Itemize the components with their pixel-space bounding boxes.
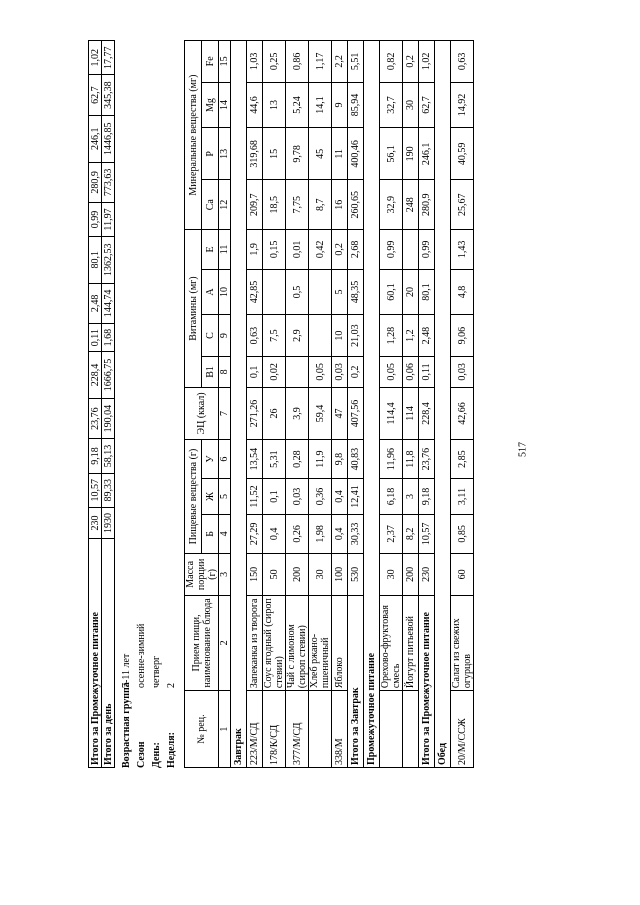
summary-value: 1930 xyxy=(102,507,115,538)
summary-row xyxy=(89,41,102,768)
total-value: 21,03 xyxy=(348,315,364,357)
table-cell: 11 xyxy=(332,128,348,180)
dish-name: Яблоко xyxy=(332,595,348,691)
table-cell: 223/М/СД xyxy=(247,691,263,768)
total-value: 2,48 xyxy=(419,315,435,357)
total-label: Итого за Промежуточное питание xyxy=(419,595,435,767)
summary-value: 190,04 xyxy=(102,398,115,438)
table-cell: 47 xyxy=(332,387,348,439)
info-block xyxy=(121,38,181,768)
table-cell: 10 xyxy=(332,315,348,357)
header-number: 4 xyxy=(219,514,231,553)
table-cell: 0,82 xyxy=(380,41,403,83)
summary-value: 1446,85 xyxy=(102,115,115,162)
week-label: Неделя: xyxy=(166,732,177,768)
section-title-row xyxy=(231,41,247,768)
table-cell xyxy=(309,269,332,315)
table-cell: 200 xyxy=(403,554,419,596)
summary-value: 11,97 xyxy=(102,203,115,237)
table-cell: 0,1 xyxy=(263,479,286,514)
table-row xyxy=(286,41,309,768)
table-cell: 0,36 xyxy=(309,479,332,514)
total-value: 230 xyxy=(419,554,435,596)
table-cell: 1,17 xyxy=(309,41,332,83)
header-sub: Fe xyxy=(202,41,219,83)
table-cell: 1,28 xyxy=(380,315,403,357)
table-cell: 2,9 xyxy=(286,315,309,357)
table-cell: 9,8 xyxy=(332,439,348,478)
table-cell: 42,85 xyxy=(247,269,263,315)
table-cell: 26 xyxy=(263,387,286,439)
summary-value: 1666,75 xyxy=(102,352,115,399)
header-rec: № рец. xyxy=(185,691,219,768)
table-cell: 0,03 xyxy=(286,479,309,514)
table-cell: 0,4 xyxy=(263,514,286,553)
table-cell xyxy=(309,691,332,768)
table-cell: 9,06 xyxy=(451,315,474,357)
table-row xyxy=(263,41,286,768)
table-cell: 9 xyxy=(332,82,348,128)
table-cell: 0,5 xyxy=(286,269,309,315)
header-sub: У xyxy=(202,439,219,478)
table-cell: 20 xyxy=(403,269,419,315)
table-cell: 248 xyxy=(403,180,419,230)
table-cell: 150 xyxy=(247,554,263,596)
page-number: 517 xyxy=(517,442,529,457)
summary-value: 773,63 xyxy=(102,162,115,202)
table-cell: 50 xyxy=(263,554,286,596)
header-sub: P xyxy=(202,128,219,180)
dish-name: Чай с лимоном (сироп стевии) xyxy=(286,595,309,691)
summary-value: 62,7 xyxy=(89,75,102,115)
table-cell: 32,7 xyxy=(380,82,403,128)
table-cell: 8,7 xyxy=(309,180,332,230)
summary-value: 80,1 xyxy=(89,236,102,283)
table-cell: 9,78 xyxy=(286,128,309,180)
header-number: 12 xyxy=(219,180,231,230)
table-cell: 0,99 xyxy=(380,230,403,270)
rotated-page xyxy=(88,38,538,768)
table-cell xyxy=(286,356,309,387)
table-cell: 11,52 xyxy=(247,479,263,514)
table-cell: 11,8 xyxy=(403,439,419,478)
table-cell: 16 xyxy=(332,180,348,230)
age-value: 7-11 лет xyxy=(121,653,132,688)
dish-name: Орехово-фруктовая смесь xyxy=(380,595,403,691)
header-dish: Прием пищи, наименование блюда xyxy=(185,595,219,691)
header-number: 13 xyxy=(219,128,231,180)
summary-table xyxy=(88,40,115,768)
table-cell: 60 xyxy=(451,554,474,596)
table-cell: 1,9 xyxy=(247,230,263,270)
total-value: 260,65 xyxy=(348,180,364,230)
table-cell: 0,63 xyxy=(451,41,474,83)
table-cell: 13,54 xyxy=(247,439,263,478)
header-sub: Ca xyxy=(202,180,219,230)
table-cell: 271,26 xyxy=(247,387,263,439)
header-sub: Е xyxy=(202,230,219,270)
table-cell: 45 xyxy=(309,128,332,180)
table-cell: 0,05 xyxy=(309,356,332,387)
table-cell: 0,06 xyxy=(403,356,419,387)
total-value: 48,35 xyxy=(348,269,364,315)
table-cell: 13 xyxy=(263,82,286,128)
section-title: Завтрак xyxy=(231,41,247,768)
table-cell: 0,01 xyxy=(286,230,309,270)
table-cell: 11,96 xyxy=(380,439,403,478)
header-number: 6 xyxy=(219,439,231,478)
table-cell: 60,1 xyxy=(380,269,403,315)
header-number: 8 xyxy=(219,356,231,387)
header-sub: Ж xyxy=(202,479,219,514)
header-number: 14 xyxy=(219,82,231,128)
dish-name: Соус ягодный (сироп стевии) xyxy=(263,595,286,691)
header-number: 5 xyxy=(219,479,231,514)
total-value: 0,2 xyxy=(348,356,364,387)
table-cell: 59,4 xyxy=(309,387,332,439)
summary-value: 1,02 xyxy=(89,41,102,75)
table-cell: 2,85 xyxy=(451,439,474,478)
day-label: День: xyxy=(151,742,162,768)
table-cell: 14,1 xyxy=(309,82,332,128)
season-label: Сезон xyxy=(136,741,147,768)
table-cell: 114,4 xyxy=(380,387,403,439)
table-row xyxy=(380,41,403,768)
table-cell: 100 xyxy=(332,554,348,596)
header-sub: Б xyxy=(202,514,219,553)
header-sub: С xyxy=(202,315,219,357)
header-number: 11 xyxy=(219,230,231,270)
summary-label: Итого за Промежуточное питание xyxy=(89,539,102,768)
table-cell xyxy=(403,230,419,270)
header-minerals: Минеральные вещества (мг) xyxy=(185,41,202,230)
table-row xyxy=(451,41,474,768)
summary-value: 9,18 xyxy=(89,439,102,473)
table-row xyxy=(403,41,419,768)
total-value: 400,46 xyxy=(348,128,364,180)
table-cell: 200 xyxy=(286,554,309,596)
table-cell xyxy=(309,315,332,357)
summary-value: 2,48 xyxy=(89,283,102,323)
header-vitamins: Витамины (мг) xyxy=(185,230,202,388)
table-cell: 319,68 xyxy=(247,128,263,180)
table-cell: 42,66 xyxy=(451,387,474,439)
summary-value: 345,38 xyxy=(102,75,115,115)
table-cell: 178/К/СД xyxy=(263,691,286,768)
summary-value: 228,4 xyxy=(89,352,102,399)
header-number: 9 xyxy=(219,315,231,357)
table-row xyxy=(309,41,332,768)
summary-value: 89,33 xyxy=(102,473,115,507)
table-cell: 14,92 xyxy=(451,82,474,128)
total-label: Итого за Завтрак xyxy=(348,595,364,767)
table-cell: 209,7 xyxy=(247,180,263,230)
table-cell: 1,03 xyxy=(247,41,263,83)
summary-value: 58,13 xyxy=(102,439,115,473)
total-value: 2,68 xyxy=(348,230,364,270)
table-cell: 15 xyxy=(263,128,286,180)
total-value: 0,99 xyxy=(419,230,435,270)
total-value: 80,1 xyxy=(419,269,435,315)
table-cell: 1,2 xyxy=(403,315,419,357)
menu-table xyxy=(184,40,474,768)
total-value: 228,4 xyxy=(419,387,435,439)
summary-value: 144,74 xyxy=(102,283,115,323)
table-cell: 7,75 xyxy=(286,180,309,230)
total-value: 40,83 xyxy=(348,439,364,478)
table-cell: 0,4 xyxy=(332,514,348,553)
total-value: 407,56 xyxy=(348,387,364,439)
total-value: 280,9 xyxy=(419,180,435,230)
total-value: 530 xyxy=(348,554,364,596)
total-value: 62,7 xyxy=(419,82,435,128)
table-cell: 114 xyxy=(403,387,419,439)
summary-value: 1362,53 xyxy=(102,236,115,283)
total-value: 85,94 xyxy=(348,82,364,128)
table-cell: 377/М/СД xyxy=(286,691,309,768)
header-sub: Mg xyxy=(202,82,219,128)
table-cell: 25,67 xyxy=(451,180,474,230)
table-cell: 5 xyxy=(332,269,348,315)
table-cell: 3,11 xyxy=(451,479,474,514)
total-value: 246,1 xyxy=(419,128,435,180)
dish-name: Йогурт питьевой xyxy=(403,595,419,691)
table-cell: 30 xyxy=(309,554,332,596)
header-number: 15 xyxy=(219,41,231,83)
summary-value: 280,9 xyxy=(89,162,102,202)
week-value: 2 xyxy=(166,683,177,688)
header-nutrients: Пищевые вещества (г) xyxy=(185,439,202,553)
table-cell: 190 xyxy=(403,128,419,180)
summary-value: 17,77 xyxy=(102,41,115,75)
table-cell: 0,86 xyxy=(286,41,309,83)
table-cell: 0,1 xyxy=(247,356,263,387)
total-value: 0,11 xyxy=(419,356,435,387)
table-cell: 3,9 xyxy=(286,387,309,439)
table-cell xyxy=(380,691,403,768)
header-number: 1 xyxy=(219,691,231,768)
total-value: 5,51 xyxy=(348,41,364,83)
table-cell: 0,63 xyxy=(247,315,263,357)
total-value: 30,33 xyxy=(348,514,364,553)
total-value: 23,76 xyxy=(419,439,435,478)
section-title-row xyxy=(435,41,451,768)
total-value: 12,41 xyxy=(348,479,364,514)
header-energy: ЭЦ (ккал) xyxy=(185,387,219,439)
header-number: 3 xyxy=(219,554,231,596)
table-cell: 2,2 xyxy=(332,41,348,83)
summary-value: 0,11 xyxy=(89,324,102,352)
table-cell: 0,85 xyxy=(451,514,474,553)
table-cell: 0,05 xyxy=(380,356,403,387)
table-cell: 7,5 xyxy=(263,315,286,357)
table-cell: 0,42 xyxy=(309,230,332,270)
table-cell xyxy=(403,691,419,768)
table-cell: 6,18 xyxy=(380,479,403,514)
section-title: Промежуточное питание xyxy=(364,41,380,768)
summary-value: 0,99 xyxy=(89,203,102,237)
table-cell: 5,24 xyxy=(286,82,309,128)
table-cell xyxy=(263,269,286,315)
summary-value: 23,76 xyxy=(89,398,102,438)
total-row xyxy=(348,41,364,768)
dish-name: Хлеб ржано-пшеничный xyxy=(309,595,332,691)
total-value: 9,18 xyxy=(419,479,435,514)
header-sub: А xyxy=(202,269,219,315)
summary-label: Итого за день xyxy=(102,539,115,768)
header-number: 2 xyxy=(219,595,231,691)
dish-name: Салат из свежих огурцов xyxy=(451,595,474,691)
table-cell: 338/М xyxy=(332,691,348,768)
table-cell: 5,31 xyxy=(263,439,286,478)
table-row xyxy=(247,41,263,768)
summary-value: 230 xyxy=(89,507,102,538)
total-row xyxy=(419,41,435,768)
table-cell: 1,98 xyxy=(309,514,332,553)
summary-value: 10,57 xyxy=(89,473,102,507)
header-number: 10 xyxy=(219,269,231,315)
table-cell: 0,4 xyxy=(332,479,348,514)
table-cell: 0,28 xyxy=(286,439,309,478)
section-title-row xyxy=(364,41,380,768)
table-cell: 0,03 xyxy=(332,356,348,387)
table-cell: 0,15 xyxy=(263,230,286,270)
table-cell: 20/М/ССЖ xyxy=(451,691,474,768)
day-value: четверг xyxy=(151,655,162,688)
table-row xyxy=(332,41,348,768)
summary-row xyxy=(102,41,115,768)
table-cell: 4,8 xyxy=(451,269,474,315)
table-cell: 30 xyxy=(380,554,403,596)
table-cell: 0,03 xyxy=(451,356,474,387)
table-cell: 18,5 xyxy=(263,180,286,230)
table-cell: 32,9 xyxy=(380,180,403,230)
table-cell: 3 xyxy=(403,479,419,514)
summary-value: 1,68 xyxy=(102,324,115,352)
header-sub: В1 xyxy=(202,356,219,387)
table-cell: 11,9 xyxy=(309,439,332,478)
table-cell: 0,25 xyxy=(263,41,286,83)
header-mass: Масса порции (г) xyxy=(185,554,219,596)
table-cell: 0,02 xyxy=(263,356,286,387)
table-cell: 0,26 xyxy=(286,514,309,553)
table-cell: 8,2 xyxy=(403,514,419,553)
header-number: 7 xyxy=(219,387,231,439)
total-value: 1,02 xyxy=(419,41,435,83)
table-cell: 0,2 xyxy=(403,41,419,83)
table-cell: 27,29 xyxy=(247,514,263,553)
section-title: Обед xyxy=(435,41,451,768)
dish-name: Запеканка из творога xyxy=(247,595,263,691)
table-cell: 30 xyxy=(403,82,419,128)
summary-value: 246,1 xyxy=(89,115,102,162)
table-cell: 56,1 xyxy=(380,128,403,180)
table-cell: 40,59 xyxy=(451,128,474,180)
table-cell: 2,37 xyxy=(380,514,403,553)
table-cell: 44,6 xyxy=(247,82,263,128)
age-label: Возрастная группа xyxy=(121,682,132,768)
table-cell: 1,43 xyxy=(451,230,474,270)
total-value: 10,57 xyxy=(419,514,435,553)
table-cell: 0,2 xyxy=(332,230,348,270)
season-value: осенне-зимний xyxy=(136,623,147,688)
